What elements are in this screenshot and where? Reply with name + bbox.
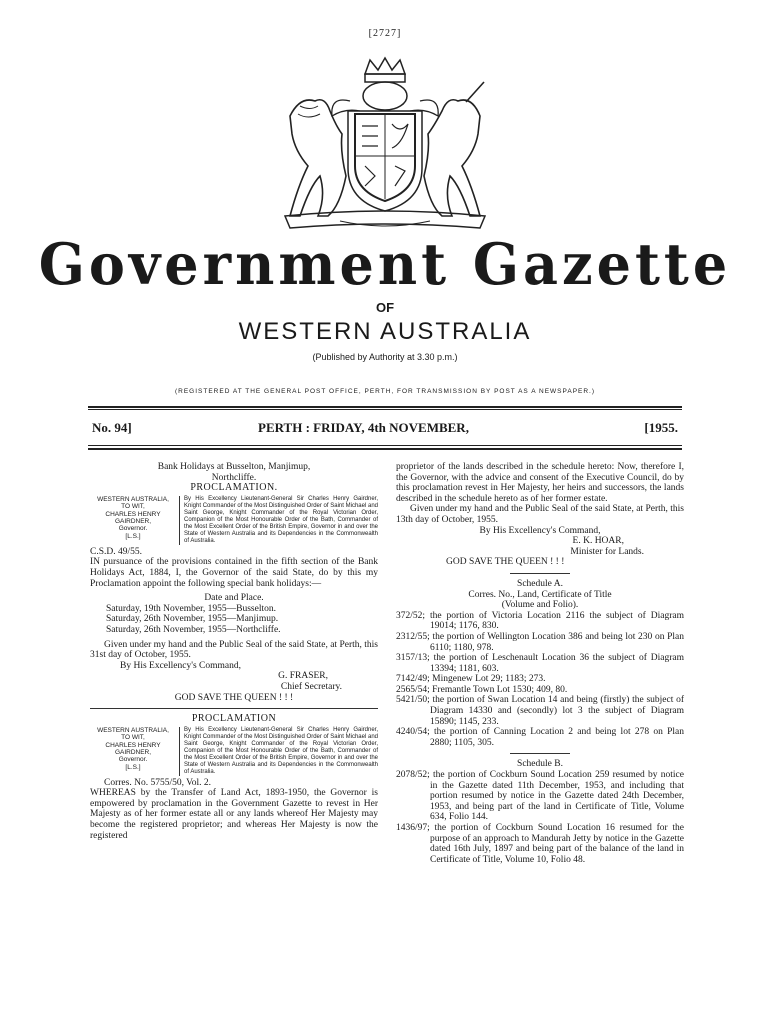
notice-divider bbox=[90, 708, 378, 709]
notice2-god-save: GOD SAVE THE QUEEN ! ! ! bbox=[446, 557, 565, 568]
notice1-governor-signature: WESTERN AUSTRALIA, TO WIT, CHARLES HENRY GAIRDNER, Governor. [L.S.] bbox=[97, 495, 169, 540]
state-name: WESTERN AUSTRALIA bbox=[238, 318, 532, 345]
schedule-a-title: Schedule A. bbox=[517, 578, 563, 589]
left-column bbox=[90, 462, 378, 841]
notice2-proclamation: PROCLAMATION bbox=[191, 713, 277, 725]
notice1-title: Bank Holidays at Busselton, Manjimup, bbox=[157, 462, 311, 472]
notice1-god-save: GOD SAVE THE QUEEN ! ! ! bbox=[174, 692, 294, 703]
masthead-rule-bottom bbox=[88, 445, 682, 446]
schedule-b-entry: 2078/52; the portion of Cockburn Sound Location 259 resumed by notice in the Gazette dated 11th December, 1953, and including that portion resumed by notice in the Gazette dated 24th December, 1953, and being part of the land in Certificate of Title, Volume 634, Folio 144. bbox=[396, 770, 684, 823]
notice1-body: IN pursuance of the provisions contained in the fifth section of the Bank Holidays Act, 1884, I, the Governor of the said State, do by this my Proclamation appoint the following special bank holidays:— bbox=[90, 557, 378, 589]
notice1-date: Saturday, 26th November, 1955—Northcliffe. bbox=[106, 624, 281, 635]
schedule-a-entry: 2565/54; Fremantle Town Lot 1530; 409, 80. bbox=[396, 684, 568, 695]
notice2-signer-title: Minister for Lands. bbox=[570, 546, 644, 557]
royal-coat-of-arms bbox=[270, 56, 500, 236]
of-label: OF bbox=[375, 300, 395, 315]
schedule-a-entry: 3157/13; the portion of Leschenault Location 36 the subject of Diagram 13394; 1181, 603. bbox=[396, 653, 684, 674]
schedule-a-entry: 372/52; the portion of Victoria Location 2116 the subject of Diagram 19014; 1176, 830. bbox=[396, 610, 684, 632]
gazette-title: Government Gazette bbox=[38, 230, 732, 298]
right-column bbox=[396, 462, 684, 865]
notice2-governor-block bbox=[90, 727, 378, 776]
notice2-body-continued: proprietor of the lands described in the schedule hereto: Now, therefore I, the Governor, with the advice and consent of the Executive Council, do by this proclamation revest in Her Majesty, her heirs and successors, the lands described in the schedule hereto as of her former estate. bbox=[396, 462, 684, 504]
schedule-divider bbox=[510, 753, 570, 754]
schedule-a-subtitle: Corres. No., Land, Certificate of Title bbox=[468, 589, 612, 600]
notice2-signer: E. K. HOAR, bbox=[572, 536, 624, 547]
notice1-ref: C.S.D. 49/55. bbox=[90, 546, 142, 557]
notice1-governor-titles: By His Excellency Lieutenant-General Sir Charles Henry Gairdner, Knight Commander of the Most Distinguished Order of Saint Michael and Saint George, Knight Commander of the Royal Victorian Order, Companion of the Most Honourable Order of the Bath, Commander of the Most Excellent Order of the British Empire, Governor in and over the State of Western Australia and its Dependencies in the Commonwealth of Australia. bbox=[179, 496, 378, 545]
notice1-signer-title: Chief Secretary. bbox=[280, 681, 342, 692]
notice1-signer: G. FRASER, bbox=[278, 671, 328, 682]
schedule-divider bbox=[510, 573, 570, 574]
issue-date: PERTH : FRIDAY, 4th NOVEMBER, bbox=[258, 420, 469, 435]
notice1-date: Saturday, 26th November, 1955—Manjimup. bbox=[106, 614, 279, 625]
issue-year: [1955. bbox=[644, 420, 678, 435]
notice1-governor-block bbox=[90, 496, 378, 545]
published-note: (Published by Authority at 3.30 p.m.) bbox=[312, 352, 458, 362]
notice2-ref: Corres. No. 5755/50, Vol. 2. bbox=[104, 777, 212, 788]
schedule-a-subtitle-line2: (Volume and Folio). bbox=[501, 600, 579, 611]
notice1-given: Given under my hand and the Public Seal of the said State, at Perth, this 31st day of October, 1955. bbox=[90, 639, 378, 661]
schedule-a-entry: 5421/50; the portion of Swan Location 14 and being (firstly) the subject of Diagram 14330 and (secondly) lot 3 the subject of Diagram 15890; 1145, 233. bbox=[396, 695, 684, 727]
notice1-proclamation: PROCLAMATION. bbox=[190, 482, 278, 494]
notice1-command: By His Excellency's Command, bbox=[120, 660, 241, 671]
page-number: [2727] bbox=[368, 28, 402, 39]
notice2-body: WHEREAS by the Transfer of Land Act, 1893-1950, the Governor is empowered by proclamation in the Government Gazette to revest in Her Majesty as of her former estate all or any lands whereof Her Majesty may become the registered proprietor; and whereas Her Majesty is now the registered bbox=[90, 788, 378, 841]
notice1-date-place: Date and Place. bbox=[204, 593, 264, 604]
schedule-a-entry: 7142/49; Mingenew Lot 29; 1183; 273. bbox=[396, 674, 546, 685]
issue-line bbox=[88, 420, 682, 440]
masthead-rule-bottom-thick bbox=[88, 448, 682, 450]
issue-number: No. 94] bbox=[92, 420, 132, 435]
schedule-a-entry: 2312/55; the portion of Wellington Location 386 and being lot 230 on Plan 6110; 1180, 978. bbox=[396, 631, 684, 653]
registered-note: (REGISTERED AT THE GENERAL POST OFFICE, PERTH, FOR TRANSMISSION BY POST AS A NEWSPAPER.) bbox=[174, 388, 596, 395]
notice1-title-line2: Northcliffe. bbox=[211, 472, 257, 483]
notice2-command: By His Excellency's Command, bbox=[479, 525, 601, 536]
schedule-b-title: Schedule B. bbox=[517, 759, 563, 770]
notice2-given: Given under my hand and the Public Seal of the said State, at Perth, this 13th day of October, 1955. bbox=[396, 504, 684, 525]
masthead-rule-top-thin bbox=[88, 409, 682, 410]
schedule-b-entry: 1436/97; the portion of Cockburn Sound Location 16 resumed for the purpose of an approach to Mandurah Jetty by notice in the Gazette dated 16th July, 1897 and being part of the balance of the land in Certificate of Title, Volume 10, Folio 48. bbox=[396, 823, 684, 865]
notice2-governor-signature: WESTERN AUSTRALIA, TO WIT, CHARLES HENRY GAIRDNER, Governor. [L.S.] bbox=[97, 726, 169, 771]
masthead-rule-top bbox=[88, 406, 682, 408]
schedule-a-entry: 4240/54; the portion of Canning Location 2 and being lot 278 on Plan 2880; 1105, 305. bbox=[396, 727, 684, 748]
notice2-governor-titles: By His Excellency Lieutenant-General Sir Charles Henry Gairdner, Knight Commander of the Most Distinguished Order of Saint Michael and Saint George, Knight Commander of the Royal Victorian Order, Companion of the Most Honourable Order of the Bath, Commander of the Most Excellent Order of the British Empire, Governor in and over the State of Western Australia and its Dependencies in the Commonwealth of Australia. bbox=[179, 727, 378, 776]
notice1-date: Saturday, 19th November, 1955—Busselton. bbox=[106, 603, 276, 614]
